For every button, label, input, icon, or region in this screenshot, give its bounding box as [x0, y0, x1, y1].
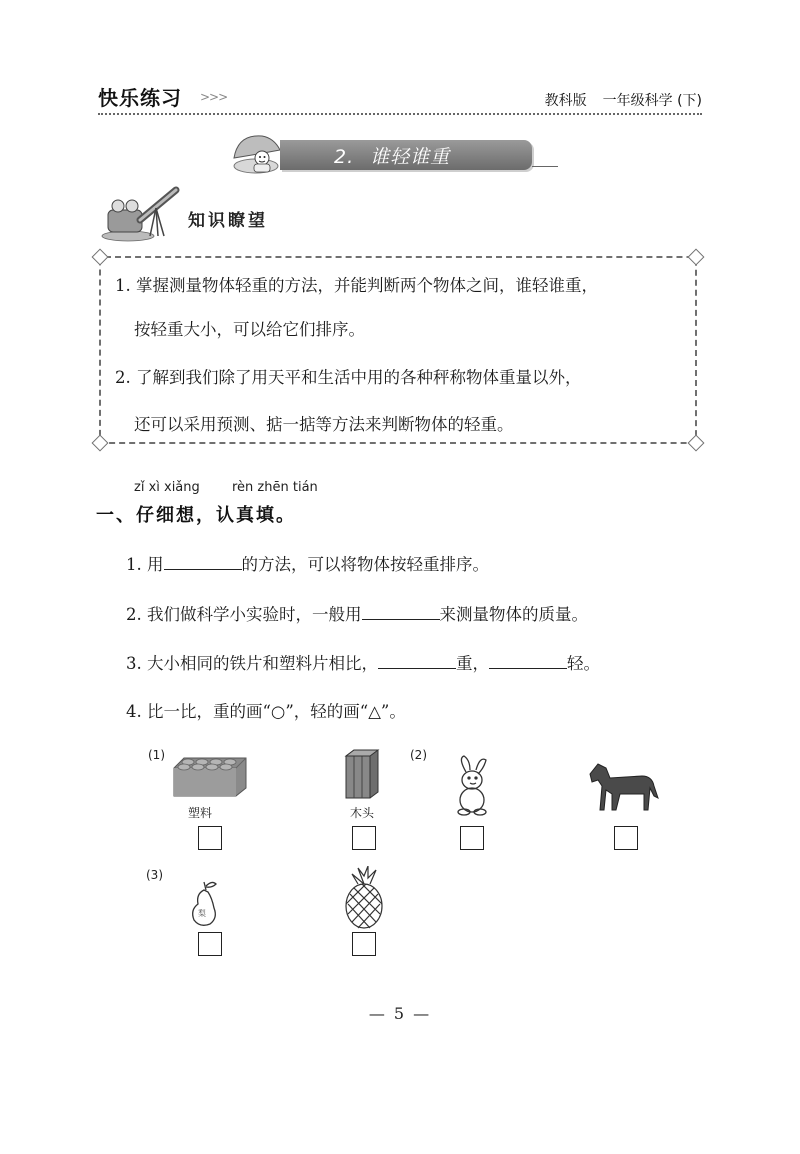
answer-box[interactable] — [198, 932, 222, 956]
pineapple-icon — [340, 866, 388, 930]
answer-box[interactable] — [352, 932, 376, 956]
section-prefix: 一、 — [96, 505, 136, 526]
knowledge-header — [100, 184, 300, 244]
group-2-label: (2) — [410, 748, 427, 762]
question-1-text-before: 1. 用 — [126, 555, 164, 574]
corner-ornament — [688, 435, 705, 452]
answer-blank[interactable] — [362, 605, 440, 620]
answer-box[interactable] — [460, 826, 484, 850]
brand-title: 快乐练习 — [98, 86, 182, 110]
answer-blank[interactable] — [489, 654, 567, 669]
corner-ornament — [688, 249, 705, 266]
rabbit-icon — [450, 754, 494, 818]
comparison-pictures — [140, 742, 678, 958]
question-3 — [126, 650, 600, 674]
header-divider — [98, 113, 702, 115]
question-3-text-before: 3. 大小相同的铁片和塑料片相比， — [126, 654, 378, 673]
svg-text:梨: 梨 — [198, 909, 206, 918]
question-2-text-after: 来测量物体的质量。 — [439, 605, 588, 624]
lesson-title-banner — [228, 128, 564, 176]
title-ribbon-tail — [532, 166, 558, 167]
section-title — [96, 501, 296, 527]
lesson-name: 谁轻谁重 — [370, 146, 451, 168]
question-2-text-before: 2. 我们做科学小实验时，一般用 — [126, 605, 362, 624]
wood-caption: 木头 — [350, 806, 375, 820]
question-1 — [126, 551, 489, 575]
question-4: 4. 比一比，重的画“○”，轻的画“△”。 — [126, 702, 406, 721]
page-header — [98, 78, 702, 114]
corner-ornament — [92, 249, 109, 266]
page-number: — 5 — — [368, 1004, 432, 1023]
question-3-text-after: 轻。 — [567, 654, 600, 673]
answer-box[interactable] — [614, 826, 638, 850]
knowledge-line-3: 2. 了解到我们除了用天平和生活中用的各种秤称物体重量以外， — [115, 368, 582, 387]
knowledge-box — [99, 256, 697, 444]
pinyin-zixixiang: zǐ xì xiǎng — [134, 480, 200, 495]
group-1-label: (1) — [148, 748, 165, 762]
group-3-label: (3) — [146, 868, 163, 882]
pinyin-renzhentian: rèn zhēn tián — [232, 480, 318, 495]
knowledge-line-1: 1. 掌握测量物体轻重的方法，并能判断两个物体之间，谁轻谁重， — [115, 276, 598, 295]
brand-arrows: >>> — [200, 90, 228, 104]
question-2 — [126, 601, 588, 625]
knowledge-line-4: 还可以采用预测、掂一掂等方法来判断物体的轻重。 — [134, 415, 514, 434]
corner-ornament — [92, 435, 109, 452]
answer-blank[interactable] — [378, 654, 456, 669]
answer-blank[interactable] — [164, 555, 242, 570]
wood-block-icon — [342, 748, 382, 800]
answer-box[interactable] — [352, 826, 376, 850]
telescope-icon — [100, 184, 184, 244]
section-title-part1: 仔细想 — [136, 505, 196, 526]
edition-info — [545, 90, 702, 110]
edition-label: 教科版 — [544, 93, 587, 109]
plastic-caption: 塑料 — [188, 806, 213, 820]
section-title-part2: ，认真填。 — [196, 505, 296, 526]
lesson-title — [334, 142, 450, 169]
answer-box[interactable] — [198, 826, 222, 850]
knowledge-label: 知识瞭望 — [188, 211, 268, 231]
grade-label: 一年级科学 (下) — [602, 93, 702, 109]
plastic-brick-icon — [170, 750, 250, 798]
question-3-text-middle: 重， — [456, 654, 489, 673]
pear-icon — [186, 878, 222, 930]
knowledge-line-2: 按轻重大小，可以给它们排序。 — [134, 320, 365, 339]
question-1-text-after: 的方法，可以将物体按轻重排序。 — [241, 555, 489, 574]
horse-icon — [584, 760, 660, 814]
lesson-number: 2. — [334, 146, 355, 168]
